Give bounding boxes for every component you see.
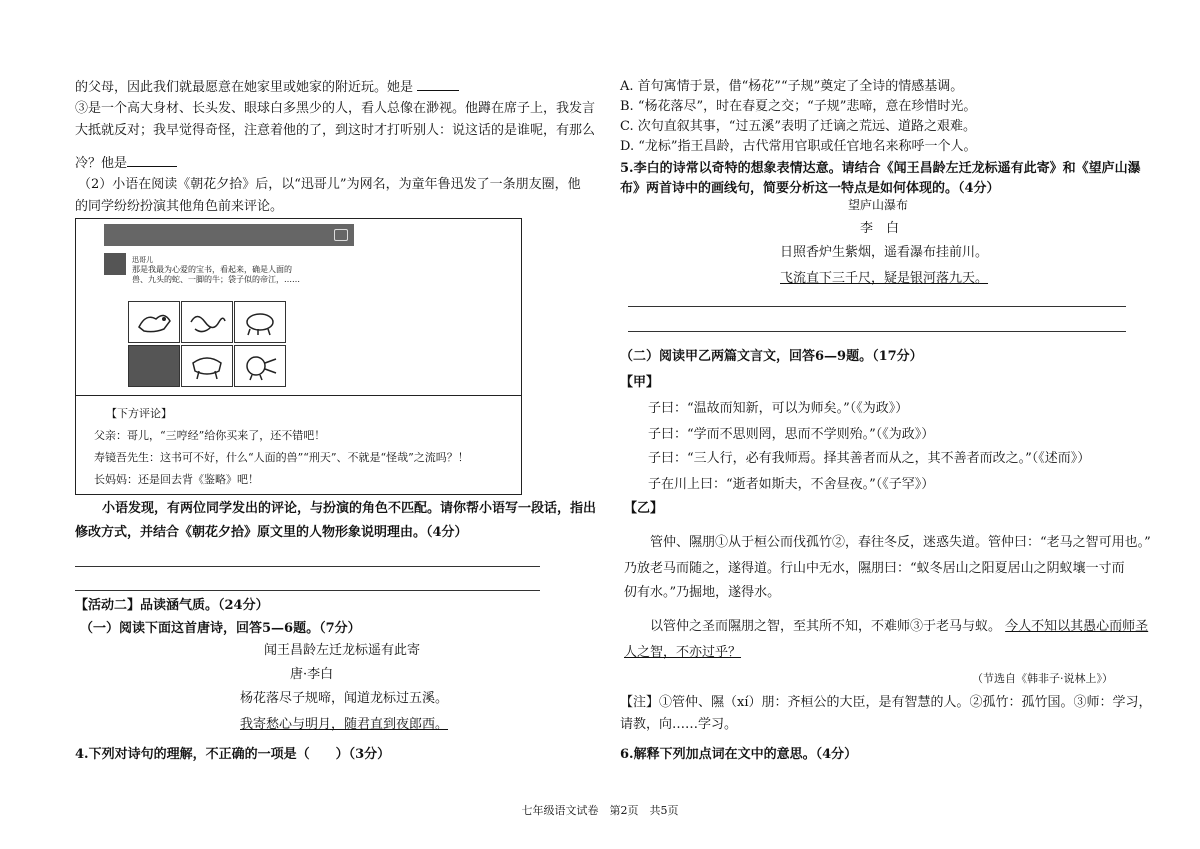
classical-line: 仞有水。”乃掘地，遂得水。 xyxy=(624,585,781,600)
comment: 长妈妈：还是回去背《鉴略》吧！ xyxy=(94,473,259,486)
activity-2-heading: 【活动二】品读涵气质。（24分） xyxy=(75,598,269,613)
classical-line: 子曰：“学而不思则罔，思而不学则殆。”（《为政》） xyxy=(648,427,935,442)
poster-name: 迅哥儿 xyxy=(132,256,153,264)
divider xyxy=(76,395,521,396)
creature-image-icon xyxy=(128,301,180,343)
creature-image-icon xyxy=(128,345,180,387)
passage-line: 的父母，因此我们就最愿意在她家里或她家的附近玩。她是 xyxy=(75,78,459,97)
creature-image-icon xyxy=(234,345,286,387)
post-text: 那是我最为心爱的宝书，看起来，确是人面的 xyxy=(132,265,292,274)
poem-2-line-underlined: 飞流直下三千尺，疑是银河落九天。 xyxy=(780,271,989,286)
creature-image-icon xyxy=(181,345,233,387)
moments-header-bar xyxy=(104,224,354,246)
option-b[interactable]: B. “杨花落尽”，时在春夏之交；“子规”悲啼，意在珍惜时光。 xyxy=(620,99,977,114)
text-jia-label: 【甲】 xyxy=(620,375,660,390)
camera-icon xyxy=(334,229,348,241)
post-text: 兽、九头的蛇、一脚的牛；袋子似的帝江，…… xyxy=(132,275,300,284)
classical-line: 以管仲之圣而隰朋之智，至其所不知，不难师③于老马与蚁。 今人不知以其愚心而师圣 xyxy=(650,619,1149,634)
poem-2-author: 李 白 xyxy=(860,221,900,236)
classical-line: 子曰：“三人行，必有我师焉。择其善者而从之，其不善者而改之。”（《述而》） xyxy=(648,451,1091,466)
passage-line: ③是一个高大身材、长头发、眼球白多黑少的人，看人总像在渺视。他蹲在席子上，我发言 xyxy=(75,101,596,116)
question-2-text: （2）小语在阅读《朝花夕拾》后，以“迅哥儿”为网名，为童年鲁迅发了一条朋友圈，他 xyxy=(78,177,581,192)
classical-line: 管仲、隰朋①从于桓公而伐孤竹②，春往冬反，迷惑失道。管仲曰：“老马之智可用也。” xyxy=(650,535,1151,550)
question-2-text: 的同学纷纷扮演其他角色前来评论。 xyxy=(75,199,284,214)
question-4: 4.下列对诗句的理解，不正确的一项是（ ）（3分） xyxy=(75,747,391,762)
classical-line: 子在川上曰：“逝者如斯夫，不舍昼夜。”（《子罕》） xyxy=(648,477,935,492)
comments-title: 【下方评论】 xyxy=(106,407,172,420)
avatar xyxy=(104,253,126,275)
classical-line: 子曰：“温故而知新，可以为师矣。”（《为政》） xyxy=(648,401,909,416)
question-2-prompt: 小语发现，有两位同学发出的评论，与扮演的角色不匹配。请你帮小语写一段话，指出 xyxy=(102,501,597,516)
section-2-heading: （二）阅读甲乙两篇文言文，回答6—9题。（17分） xyxy=(620,349,923,364)
poem-2-title: 望庐山瀑布 xyxy=(848,198,909,212)
option-d[interactable]: D. “龙标”指王昌龄，古代常用官职或任官地名来称呼一个人。 xyxy=(620,139,977,154)
poem-2-line: 日照香炉生紫烟，遥看瀑布挂前川。 xyxy=(780,245,989,260)
page-footer: 七年级语文试卷 第2页 共5页 xyxy=(521,804,679,817)
wechat-moments-post xyxy=(75,218,522,495)
answer-line[interactable] xyxy=(628,331,1126,332)
poem-title: 闻王昌龄左迁龙标遥有此寄 xyxy=(264,643,421,658)
poem-line-underlined: 我寄愁心与明月，随君直到夜郎西。 xyxy=(240,717,449,732)
annotation: 【注】①管仲、隰（xí）朋：齐桓公的大臣，是有智慧的人。②孤竹：孤竹国。③师：学习， xyxy=(620,695,1152,710)
question-6: 6.解释下列加点词在文中的意思。（4分） xyxy=(620,747,858,762)
question-5: 5.李白的诗常以奇特的想象表情达意。请结合《闻王昌龄左迁龙标遥有此寄》和《望庐山瀑 xyxy=(620,161,1141,176)
comment: 父亲：哥儿，“三哼经”给你买来了，还不错吧！ xyxy=(94,429,326,442)
passage-line: 冷？他是 xyxy=(75,154,177,173)
poem-author: 唐·李白 xyxy=(290,667,334,682)
poem-line: 杨花落尽子规啼，闻道龙标过五溪。 xyxy=(240,691,449,706)
answer-line[interactable] xyxy=(75,566,540,567)
question-2-prompt: 修改方式，并结合《朝花夕拾》原文里的人物形象说明理由。（4分） xyxy=(75,525,468,540)
answer-blank[interactable] xyxy=(417,78,459,91)
underlined-sentence: 人之智，不亦过乎？ xyxy=(624,645,742,660)
question-5: 布》两首诗中的画线句，简要分析这一特点是如何体现的。（4分） xyxy=(620,181,1000,196)
answer-line[interactable] xyxy=(75,590,540,591)
answer-line[interactable] xyxy=(628,306,1126,307)
comment: 寿镜吾先生：这书可不好，什么“人面的兽”“刑天”、不就是“怪哉”之流吗？！ xyxy=(94,451,469,464)
passage-line: 大抵就反对；我早觉得奇怪，注意着他的了，到这时才打听别人：说这话的是谁呢，有那么 xyxy=(75,123,596,138)
creature-image-icon xyxy=(234,301,286,343)
option-a[interactable]: A. 首句寓情于景，借“杨花”“子规”奠定了全诗的情感基调。 xyxy=(620,79,964,94)
option-c[interactable]: C. 次句直叙其事，“过五溪”表明了迁谪之荒远、道路之艰难。 xyxy=(620,119,977,134)
annotation: 请教，向……学习。 xyxy=(620,717,738,732)
source-citation: （节选自《韩非子·说林上》） xyxy=(972,672,1113,685)
classical-line: 乃放老马而随之，遂得道。行山中无水，隰朋曰：“蚁冬居山之阳夏居山之阴蚁壤一寸而 xyxy=(624,561,1125,576)
section-1-heading: （一）阅读下面这首唐诗，回答5—6题。（7分） xyxy=(80,621,361,636)
answer-blank[interactable] xyxy=(127,154,177,167)
underlined-sentence: 今人不知以其愚心而师圣 xyxy=(1005,619,1149,634)
creature-image-icon xyxy=(181,301,233,343)
text-yi-label: 【乙】 xyxy=(624,501,664,516)
